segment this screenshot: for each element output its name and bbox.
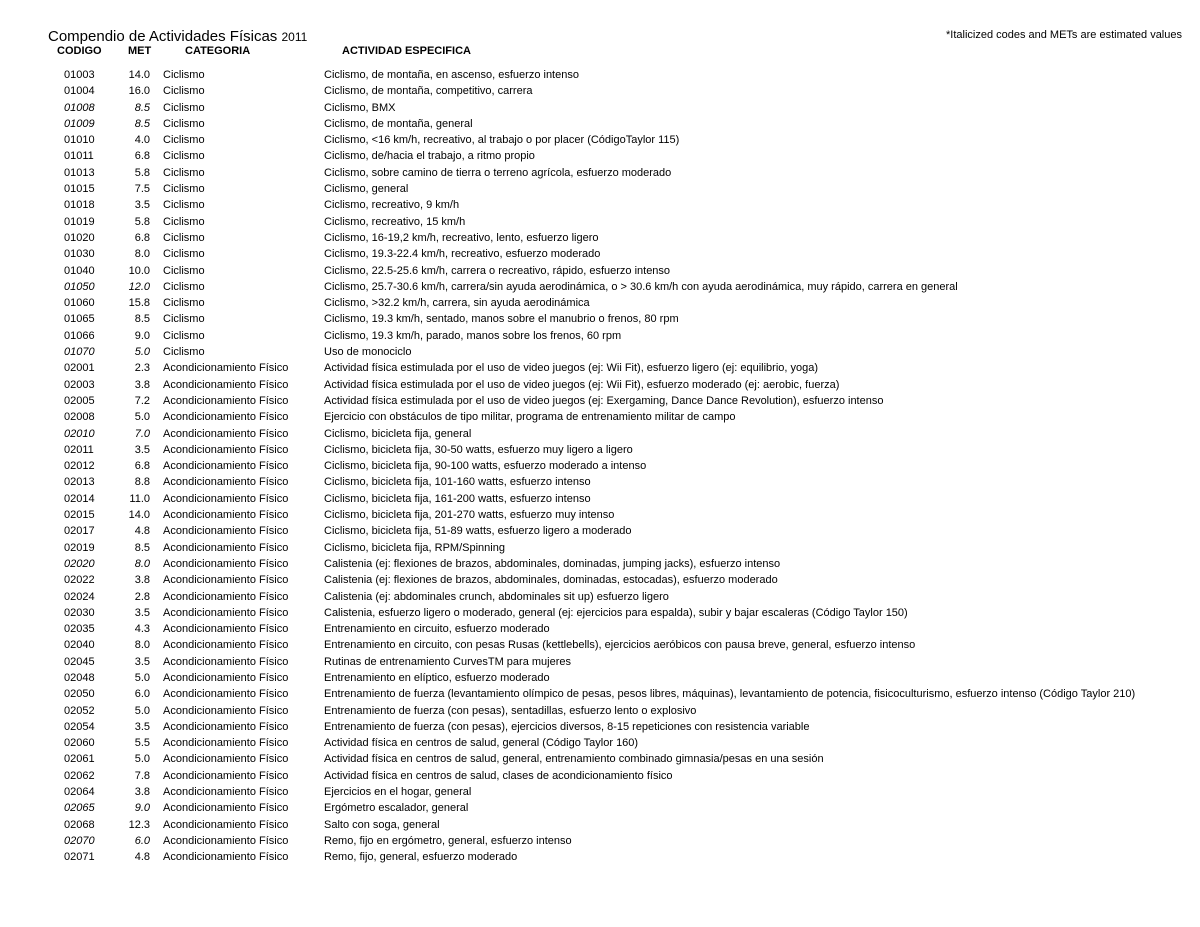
row-activity: Rutinas de entrenamiento CurvesTM para mujeres (324, 655, 572, 668)
row-met: 11.0 (129, 492, 150, 505)
table-row (0, 197, 1200, 213)
table-row (0, 181, 1200, 197)
row-code: 01009 (64, 117, 95, 130)
row-met: 8.0 (134, 248, 150, 261)
row-category: Acondicionamiento Físico (163, 802, 289, 815)
row-category: Ciclismo (163, 329, 205, 342)
row-category: Acondicionamiento Físico (163, 671, 289, 684)
row-code: 01008 (64, 101, 95, 114)
row-category: Acondicionamiento Físico (163, 362, 289, 375)
row-activity: Ciclismo, recreativo, 15 km/h (324, 215, 466, 228)
row-category: Acondicionamiento Físico (163, 557, 289, 570)
row-activity: Entrenamiento en circuito, con pesas Rusas (kettlebells), ejercicios aeróbicos con pausa breve, general, esfuerzo intenso (324, 639, 916, 652)
table-row (0, 426, 1200, 442)
row-activity: Actividad física en centros de salud, clases de acondicionamiento físico (324, 769, 673, 782)
table-row (0, 621, 1200, 637)
row-met: 5.5 (134, 737, 150, 750)
row-code: 02061 (64, 753, 95, 766)
row-activity: Entrenamiento en elíptico, esfuerzo moderado (324, 671, 550, 684)
table-row (0, 491, 1200, 507)
table-row (0, 833, 1200, 849)
table-row (0, 328, 1200, 344)
row-met: 6.8 (134, 231, 150, 244)
row-code: 01004 (64, 85, 95, 98)
row-met: 6.8 (134, 150, 150, 163)
row-category: Ciclismo (163, 85, 205, 98)
row-code: 01030 (64, 248, 95, 261)
table-row (0, 589, 1200, 605)
row-code: 01015 (64, 183, 95, 196)
row-activity: Uso de monociclo (324, 346, 412, 359)
row-met: 5.0 (134, 671, 150, 684)
table-row (0, 686, 1200, 702)
table-row (0, 800, 1200, 816)
row-activity: Ciclismo, de montaña, general (324, 117, 473, 130)
row-category: Ciclismo (163, 69, 205, 81)
row-code: 02048 (64, 671, 95, 684)
row-activity: Ciclismo, de/hacia el trabajo, a ritmo propio (324, 150, 535, 163)
table-row (0, 393, 1200, 409)
table-row (0, 605, 1200, 621)
row-code: 01060 (64, 297, 95, 310)
row-code: 01050 (64, 280, 95, 293)
table-row (0, 670, 1200, 686)
table-row (0, 458, 1200, 474)
row-activity: Ejercicios en el hogar, general (324, 786, 472, 799)
row-met: 7.2 (134, 394, 150, 407)
row-category: Ciclismo (163, 150, 205, 163)
row-met: 2.3 (134, 362, 150, 375)
row-met: 8.8 (134, 476, 150, 489)
row-code: 01070 (64, 346, 95, 359)
row-category: Acondicionamiento Físico (163, 688, 289, 701)
row-activity: Calistenia (ej: flexiones de brazos, abdominales, dominadas, jumping jacks), esfuerzo intenso (324, 557, 781, 570)
row-category: Acondicionamiento Físico (163, 541, 289, 554)
row-code: 02003 (64, 378, 95, 391)
row-category: Acondicionamiento Físico (163, 834, 289, 847)
row-code: 01018 (64, 199, 95, 212)
table-row (0, 654, 1200, 670)
row-met: 12.0 (128, 280, 150, 293)
row-category: Acondicionamiento Físico (163, 476, 289, 489)
row-activity: Salto con soga, general (324, 818, 440, 831)
row-category: Acondicionamiento Físico (163, 574, 289, 587)
row-code: 02045 (64, 655, 95, 668)
row-code: 02020 (64, 557, 95, 570)
row-met: 4.8 (134, 851, 150, 864)
row-met: 6.0 (134, 688, 150, 701)
row-met: 6.8 (134, 460, 150, 473)
row-activity: Ciclismo, 19.3 km/h, sentado, manos sobre el manubrio o frenos, 80 rpm (324, 313, 679, 326)
row-activity: Ejercicio con obstáculos de tipo militar, programa de entrenamiento militar de campo (324, 411, 736, 424)
row-category: Ciclismo (163, 297, 205, 310)
row-category: Ciclismo (163, 264, 205, 277)
row-activity: Ciclismo, sobre camino de tierra o terreno agrícola, esfuerzo moderado (324, 166, 672, 179)
row-category: Acondicionamiento Físico (163, 655, 289, 668)
column-header-category: CATEGORIA (185, 45, 251, 57)
row-category: Ciclismo (163, 134, 205, 147)
row-activity: Ciclismo, bicicleta fija, 161-200 watts, esfuerzo intenso (324, 492, 591, 505)
row-met: 5.0 (134, 346, 150, 359)
title-year: 2011 (281, 30, 308, 44)
table-row (0, 572, 1200, 588)
row-code: 02054 (64, 720, 95, 733)
table-row (0, 214, 1200, 230)
row-category: Ciclismo (163, 280, 205, 293)
row-met: 15.8 (128, 297, 150, 310)
row-met: 9.0 (134, 329, 150, 342)
row-code: 02015 (64, 509, 95, 522)
row-met: 10.0 (128, 264, 150, 277)
table-row (0, 263, 1200, 279)
row-code: 02022 (64, 574, 95, 587)
row-code: 02012 (64, 460, 95, 473)
table-row (0, 344, 1200, 360)
row-met: 8.5 (134, 313, 150, 326)
row-activity: Ciclismo, de montaña, en ascenso, esfuerzo intenso (324, 69, 579, 81)
row-category: Acondicionamiento Físico (163, 753, 289, 766)
title-text: Compendio de Actividades Físicas (48, 28, 278, 45)
table-row (0, 768, 1200, 784)
row-activity: Ciclismo, bicicleta fija, 30-50 watts, esfuerzo muy ligero a ligero (324, 443, 633, 456)
column-header-code: CODIGO (57, 45, 102, 57)
row-met: 5.8 (134, 166, 150, 179)
activity-table (0, 67, 1200, 866)
table-row (0, 83, 1200, 99)
table-row (0, 148, 1200, 164)
table-row (0, 523, 1200, 539)
row-code: 02060 (64, 737, 95, 750)
row-code: 01040 (64, 264, 95, 277)
row-activity: Calistenia (ej: flexiones de brazos, abdominales, dominadas, estocadas), esfuerzo moderado (324, 574, 778, 587)
row-category: Ciclismo (163, 248, 205, 261)
table-row (0, 442, 1200, 458)
table-row (0, 116, 1200, 132)
row-category: Acondicionamiento Físico (163, 590, 289, 603)
row-category: Ciclismo (163, 231, 205, 244)
row-category: Acondicionamiento Físico (163, 460, 289, 473)
row-code: 02040 (64, 639, 95, 652)
row-met: 3.8 (134, 574, 150, 587)
row-activity: Entrenamiento de fuerza (levantamiento olímpico de pesas, pesos libres, máquinas), levantamiento de potencia, fisicoculturismo, esfuerzo intenso (Código Taylor 210) (324, 688, 1136, 701)
table-row (0, 279, 1200, 295)
row-code: 01066 (64, 329, 95, 342)
table-row (0, 230, 1200, 246)
row-code: 02071 (64, 851, 95, 864)
row-code: 02050 (64, 688, 95, 701)
table-row (0, 311, 1200, 327)
row-activity: Remo, fijo, general, esfuerzo moderado (324, 851, 518, 864)
row-category: Ciclismo (163, 313, 205, 326)
row-met: 4.0 (134, 134, 150, 147)
row-code: 02068 (64, 818, 95, 831)
row-activity: Ciclismo, general (324, 183, 409, 196)
row-code: 02001 (64, 362, 95, 375)
row-category: Acondicionamiento Físico (163, 623, 289, 636)
row-code: 02013 (64, 476, 95, 489)
row-activity: Ciclismo, 25.7-30.6 km/h, carrera/sin ayuda aerodinámica, o > 30.6 km/h con ayuda aerodinámica, muy rápido, carrera en general (324, 280, 958, 293)
table-row (0, 165, 1200, 181)
table-row (0, 246, 1200, 262)
table-row (0, 295, 1200, 311)
row-activity: Ciclismo, 22.5-25.6 km/h, carrera o recreativo, rápido, esfuerzo intenso (324, 264, 671, 277)
row-met: 8.0 (134, 557, 150, 570)
row-activity: Calistenia, esfuerzo ligero o moderado, general (ej: ejercicios para espalda), subir y bajar escaleras (Código Taylor 150) (324, 606, 908, 619)
row-category: Acondicionamiento Físico (163, 737, 289, 750)
row-met: 5.0 (134, 753, 150, 766)
row-category: Acondicionamiento Físico (163, 769, 289, 782)
row-met: 14.0 (128, 509, 150, 522)
row-met: 14.0 (128, 69, 150, 81)
row-category: Ciclismo (163, 166, 205, 179)
row-code: 02005 (64, 394, 95, 407)
row-met: 6.0 (134, 834, 150, 847)
row-met: 3.8 (134, 378, 150, 391)
table-row (0, 474, 1200, 490)
row-category: Acondicionamiento Físico (163, 786, 289, 799)
row-activity: Entrenamiento de fuerza (con pesas), ejercicios diversos, 8-15 repeticiones con resistencia variable (324, 720, 810, 733)
row-code: 01020 (64, 231, 95, 244)
row-code: 02030 (64, 606, 95, 619)
row-activity: Ergómetro escalador, general (324, 802, 469, 815)
row-code: 02019 (64, 541, 95, 554)
column-header-activity: ACTIVIDAD ESPECIFICA (342, 45, 471, 57)
row-activity: Ciclismo, 19.3-22.4 km/h, recreativo, esfuerzo moderado (324, 248, 601, 261)
row-code: 02064 (64, 786, 95, 799)
row-met: 7.0 (134, 427, 150, 440)
row-activity: Ciclismo, 19.3 km/h, parado, manos sobre los frenos, 60 rpm (324, 329, 622, 342)
row-met: 3.8 (134, 786, 150, 799)
row-category: Acondicionamiento Físico (163, 639, 289, 652)
row-activity: Actividad física en centros de salud, general (Código Taylor 160) (324, 737, 639, 750)
row-code: 01019 (64, 215, 95, 228)
row-activity: Ciclismo, recreativo, 9 km/h (324, 199, 460, 212)
row-code: 02010 (64, 427, 95, 440)
table-row (0, 556, 1200, 572)
row-activity: Ciclismo, <16 km/h, recreativo, al trabajo o por placer (CódigoTaylor 115) (324, 134, 680, 147)
row-activity: Entrenamiento de fuerza (con pesas), sentadillas, esfuerzo lento o explosivo (324, 704, 697, 717)
row-activity: Ciclismo, bicicleta fija, 51-89 watts, esfuerzo ligero a moderado (324, 525, 632, 538)
row-code: 02070 (64, 834, 95, 847)
row-code: 01065 (64, 313, 95, 326)
row-code: 01013 (64, 166, 95, 179)
row-category: Acondicionamiento Físico (163, 851, 289, 864)
table-row (0, 735, 1200, 751)
row-activity: Entrenamiento en circuito, esfuerzo moderado (324, 623, 550, 636)
row-category: Acondicionamiento Físico (163, 606, 289, 619)
row-met: 3.5 (134, 606, 150, 619)
row-code: 02024 (64, 590, 95, 603)
table-row (0, 751, 1200, 767)
row-category: Ciclismo (163, 183, 205, 196)
row-met: 8.5 (134, 101, 150, 114)
row-category: Acondicionamiento Físico (163, 818, 289, 831)
table-row (0, 703, 1200, 719)
table-row (0, 67, 1200, 83)
row-code: 02014 (64, 492, 95, 505)
row-category: Acondicionamiento Físico (163, 443, 289, 456)
row-category: Acondicionamiento Físico (163, 704, 289, 717)
row-code: 01011 (64, 150, 94, 163)
row-activity: Ciclismo, bicicleta fija, 101-160 watts, esfuerzo intenso (324, 476, 591, 489)
row-activity: Ciclismo, >32.2 km/h, carrera, sin ayuda aerodinámica (324, 297, 590, 310)
table-row (0, 409, 1200, 425)
row-code: 01010 (64, 134, 95, 147)
row-met: 7.5 (134, 183, 150, 196)
row-met: 5.0 (134, 704, 150, 717)
row-code: 02065 (64, 802, 95, 815)
row-category: Ciclismo (163, 101, 205, 114)
row-activity: Actividad física estimulada por el uso de video juegos (ej: Exergaming, Dance Dance Revolution), esfuerzo intenso (324, 394, 884, 407)
row-activity: Actividad física estimulada por el uso de video juegos (ej: Wii Fit), esfuerzo ligero (ej: equilibrio, yoga) (324, 362, 819, 375)
column-header-met: MET (128, 45, 152, 57)
row-code: 01003 (64, 69, 95, 81)
row-met: 8.5 (134, 117, 150, 130)
table-row (0, 637, 1200, 653)
row-code: 02011 (64, 443, 94, 456)
row-code: 02008 (64, 411, 95, 424)
row-category: Ciclismo (163, 215, 205, 228)
row-met: 5.0 (134, 411, 150, 424)
row-category: Ciclismo (163, 117, 205, 130)
row-activity: Remo, fijo en ergómetro, general, esfuerzo intenso (324, 834, 572, 847)
row-code: 02062 (64, 769, 95, 782)
table-row (0, 132, 1200, 148)
row-category: Acondicionamiento Físico (163, 525, 289, 538)
row-category: Acondicionamiento Físico (163, 509, 289, 522)
row-met: 2.8 (134, 590, 150, 603)
row-met: 9.0 (134, 802, 150, 815)
row-activity: Calistenia (ej: abdominales crunch, abdominales sit up) esfuerzo ligero (324, 590, 669, 603)
row-met: 5.8 (134, 215, 150, 228)
row-category: Acondicionamiento Físico (163, 720, 289, 733)
row-category: Acondicionamiento Físico (163, 394, 289, 407)
table-row (0, 507, 1200, 523)
row-activity: Ciclismo, BMX (324, 101, 396, 114)
row-met: 12.3 (128, 818, 150, 831)
table-row (0, 100, 1200, 116)
row-met: 4.3 (134, 623, 150, 636)
row-met: 4.8 (134, 525, 150, 538)
row-met: 16.0 (128, 85, 150, 98)
table-row (0, 817, 1200, 833)
row-activity: Ciclismo, bicicleta fija, 201-270 watts, esfuerzo muy intenso (324, 509, 615, 522)
table-row (0, 849, 1200, 865)
row-code: 02035 (64, 623, 95, 636)
row-met: 3.5 (134, 199, 150, 212)
row-activity: Ciclismo, de montaña, competitivo, carrera (324, 85, 533, 98)
row-activity: Actividad física estimulada por el uso de video juegos (ej: Wii Fit), esfuerzo moderado (ej: aerobic, fuerza) (324, 378, 840, 391)
row-code: 02017 (64, 525, 95, 538)
row-activity: Ciclismo, bicicleta fija, RPM/Spinning (324, 541, 505, 554)
row-activity: Ciclismo, bicicleta fija, 90-100 watts, esfuerzo moderado a intenso (324, 460, 647, 473)
row-activity: Ciclismo, bicicleta fija, general (324, 427, 472, 440)
row-met: 3.5 (134, 655, 150, 668)
row-met: 3.5 (134, 720, 150, 733)
row-met: 3.5 (134, 443, 150, 456)
table-row (0, 540, 1200, 556)
table-row (0, 719, 1200, 735)
estimated-values-note: *Italicized codes and METs are estimated values (945, 29, 1182, 41)
table-row (0, 360, 1200, 376)
row-category: Acondicionamiento Físico (163, 427, 289, 440)
row-category: Ciclismo (163, 199, 205, 212)
table-row (0, 377, 1200, 393)
row-category: Acondicionamiento Físico (163, 378, 289, 391)
row-met: 8.5 (134, 541, 150, 554)
page-title (48, 28, 307, 45)
row-category: Ciclismo (163, 346, 205, 359)
row-category: Acondicionamiento Físico (163, 492, 289, 505)
row-activity: Actividad física en centros de salud, general, entrenamiento combinado gimnasia/pesas en una sesión (324, 753, 824, 766)
row-category: Acondicionamiento Físico (163, 411, 289, 424)
row-activity: Ciclismo, 16-19,2 km/h, recreativo, lento, esfuerzo ligero (324, 231, 599, 244)
table-row (0, 784, 1200, 800)
row-met: 7.8 (134, 769, 150, 782)
row-code: 02052 (64, 704, 95, 717)
row-met: 8.0 (134, 639, 150, 652)
